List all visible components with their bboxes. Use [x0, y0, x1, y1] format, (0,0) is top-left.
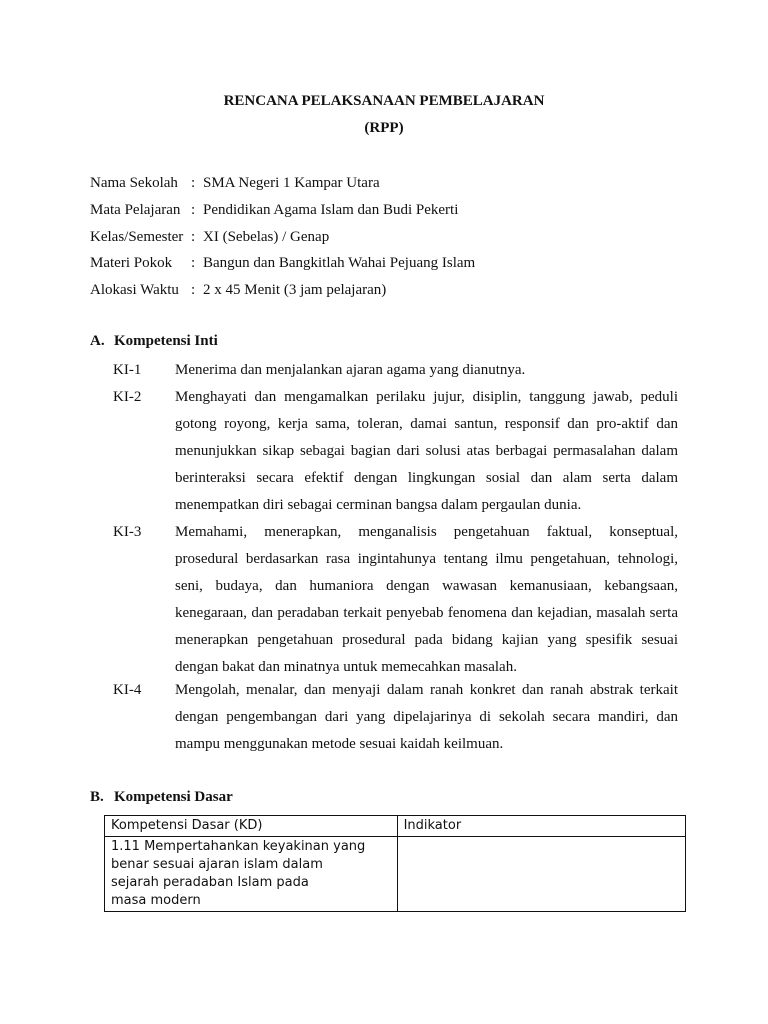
ki-text: Menghayati dan mengamalkan perilaku jujur, disiplin, tanggung jawab, peduli gotong royong, kerja sama, toleran, damai santun, responsif dan pro-aktif dan menunjukkan sikap sebagai bagian dari solusi atas berbagai permasalahan dalam berinteraksi secara efektif dengan lingkungan sosial dan alam serta dalam menempatkan diri sebagai cerminan bangsa dalam pergaulan dunia. — [175, 389, 678, 513]
identity-value: Pendidikan Agama Islam dan Budi Pekerti — [203, 201, 459, 218]
ki-text: Mengolah, menalar, dan menyaji dalam ranah konkret dan ranah abstrak terkait dengan pengembangan dari yang dipelajarinya di sekolah secara mandiri, dan mampu menggunakan metode sesuai kaidah keilmuan. — [175, 682, 678, 752]
section-title: Kompetensi Dasar — [114, 789, 233, 805]
table-header-cell: Kompetensi Dasar (KD) — [105, 816, 398, 837]
section-a-heading — [90, 333, 218, 350]
identity-colon: : — [191, 282, 196, 299]
ki-item — [113, 357, 678, 384]
identity-key: Alokasi Waktu — [90, 282, 179, 299]
identity-row — [90, 227, 475, 254]
kd-line: masa modern — [111, 893, 201, 908]
section-title: Kompetensi Inti — [114, 333, 218, 349]
ki-item — [113, 519, 678, 681]
identity-key: Mata Pelajaran — [90, 201, 181, 218]
table-header-row — [105, 816, 686, 837]
identity-value: XI (Sebelas) / Genap — [203, 228, 330, 245]
identity-key: Kelas/Semester — [90, 228, 184, 245]
table-header-cell: Indikator — [397, 816, 685, 837]
indikator-cell — [397, 837, 685, 912]
section-letter: A. — [90, 333, 105, 349]
identity-row — [90, 253, 475, 280]
identity-key: Nama Sekolah — [90, 175, 178, 191]
ki-text: Menerima dan menjalankan ajaran agama yang dianutnya. — [175, 362, 526, 378]
identity-row — [90, 280, 475, 307]
ki-code: KI-1 — [113, 362, 142, 378]
identity-colon: : — [191, 175, 196, 191]
ki-code: KI-2 — [113, 389, 142, 405]
ki-text: Memahami, menerapkan, menganalisis pengetahuan faktual, konseptual, prosedural berdasarkan rasa ingintahunya tentang ilmu pengetahuan, tehnologi, seni, budaya, dan humaniora dengan wawasan kemanusiaan, kebangsaan, kenegaraan, dan peradaban terkait penyebab fenomena dan kejadian, masalah serta menerapkan pengetahuan prosedural pada bidang kajian yang spesifik sesuai dengan bakat dan minatnya untuk memecahkan masalah. — [175, 524, 678, 675]
identity-colon: : — [191, 228, 196, 245]
kd-table — [104, 815, 686, 912]
identity-row — [90, 173, 475, 200]
identity-colon: : — [191, 255, 196, 272]
identity-block — [90, 173, 475, 307]
kd-line: 1.11 Mempertahankan keyakinan yang — [111, 839, 366, 854]
identity-colon: : — [191, 201, 196, 218]
section-letter: B. — [90, 789, 104, 805]
kd-line: sejarah peradaban Islam pada — [111, 875, 309, 890]
ki-item — [113, 677, 678, 758]
identity-value: Bangun dan Bangkitlah Wahai Pejuang Islam — [203, 255, 476, 272]
identity-key: Materi Pokok — [90, 255, 173, 272]
ki-code: KI-4 — [113, 682, 142, 698]
identity-row — [90, 200, 475, 227]
kd-line: benar sesuai ajaran islam dalam — [111, 857, 323, 872]
kd-cell — [105, 837, 398, 912]
section-b-heading — [90, 789, 233, 806]
document-subtitle: (RPP) — [364, 120, 404, 136]
table-row — [105, 837, 686, 912]
identity-value: 2 x 45 Menit (3 jam pelajaran) — [203, 282, 387, 299]
identity-value: SMA Negeri 1 Kampar Utara — [203, 175, 380, 191]
ki-code: KI-3 — [113, 524, 142, 540]
document-title: RENCANA PELAKSANAAN PEMBELAJARAN — [223, 93, 545, 109]
ki-item — [113, 384, 678, 519]
